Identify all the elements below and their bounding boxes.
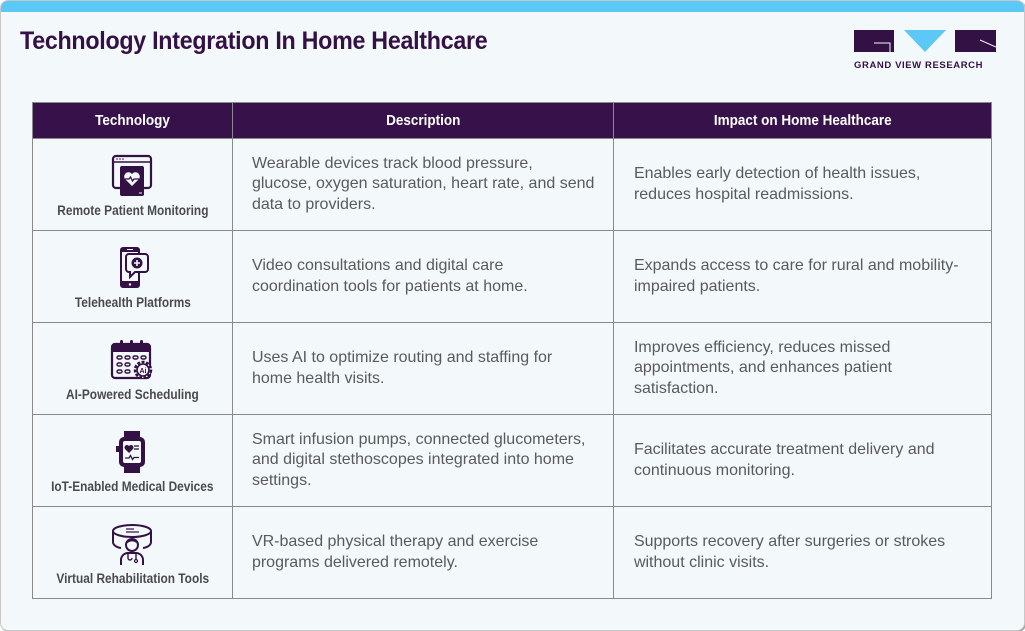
svg-text:Ai: Ai (139, 368, 147, 375)
impact-cell (613, 415, 991, 507)
description-text: Smart infusion pumps, connected glucometers, and digital stethoscopes integrated into home settings. (251, 430, 586, 489)
impact-cell (613, 507, 991, 599)
description-text: Video consultations and digital care coordination tools for patients at home. (251, 257, 528, 295)
description-cell (232, 415, 613, 507)
technology-cell (33, 323, 233, 415)
brand-logo (854, 30, 996, 72)
technology-cell (33, 415, 233, 507)
impact-cell (613, 231, 991, 323)
table-row (33, 139, 992, 231)
accent-top-bar (1, 1, 1024, 12)
description-cell (232, 231, 613, 323)
description-cell (232, 323, 613, 415)
impact-text: Facilitates accurate treatment delivery and continuous monitoring. (633, 441, 935, 479)
description-cell (232, 139, 613, 231)
column-header-description: Description (232, 103, 613, 139)
technology-cell (33, 231, 233, 323)
table-row (33, 415, 992, 507)
impact-text: Enables early detection of health issues, reduces hospital readmissions. (633, 165, 921, 203)
gvr-logo-icon (854, 30, 996, 52)
impact-text: Improves efficiency, reduces missed appointments, and enhances patient satisfaction. (633, 338, 892, 397)
technology-cell (33, 139, 233, 231)
brand-name: GRAND VIEW RESEARCH (854, 60, 984, 71)
description-text: VR-based physical therapy and exercise programs delivered remotely. (251, 533, 539, 571)
impact-text: Supports recovery after surgeries or strokes without clinic visits. (633, 533, 946, 571)
technology-name: Remote Patient Monitoring (56, 203, 209, 218)
page-title: Technology Integration In Home Healthcare (20, 27, 488, 55)
technology-name: Telehealth Platforms (74, 295, 191, 310)
vr-doctor-icon (109, 521, 155, 567)
column-header-technology: Technology (33, 103, 233, 139)
technology-name: AI-Powered Scheduling (66, 387, 199, 402)
description-cell (232, 507, 613, 599)
table-row (33, 507, 992, 599)
table-row (33, 231, 992, 323)
table-row (33, 323, 992, 415)
impact-cell (613, 323, 991, 415)
column-header-impact: Impact on Home Healthcare (613, 103, 991, 139)
impact-text: Expands access to care for rural and mobility-impaired patients. (633, 257, 959, 295)
phone-medical-chat-icon (109, 245, 155, 291)
monitor-heart-icon (109, 153, 155, 199)
technology-table (32, 102, 992, 599)
calendar-ai-icon (109, 337, 155, 383)
description-text: Wearable devices track blood pressure, glucose, oxygen saturation, heart rate, and send data to providers. (251, 154, 595, 213)
technology-cell (33, 507, 233, 599)
technology-name: Virtual Rehabilitation Tools (56, 571, 209, 586)
impact-cell (613, 139, 991, 231)
smartwatch-heart-icon (109, 429, 155, 475)
description-text: Uses AI to optimize routing and staffing for home health visits. (251, 349, 553, 387)
technology-name: IoT-Enabled Medical Devices (51, 479, 214, 494)
table-header-row (33, 103, 992, 139)
